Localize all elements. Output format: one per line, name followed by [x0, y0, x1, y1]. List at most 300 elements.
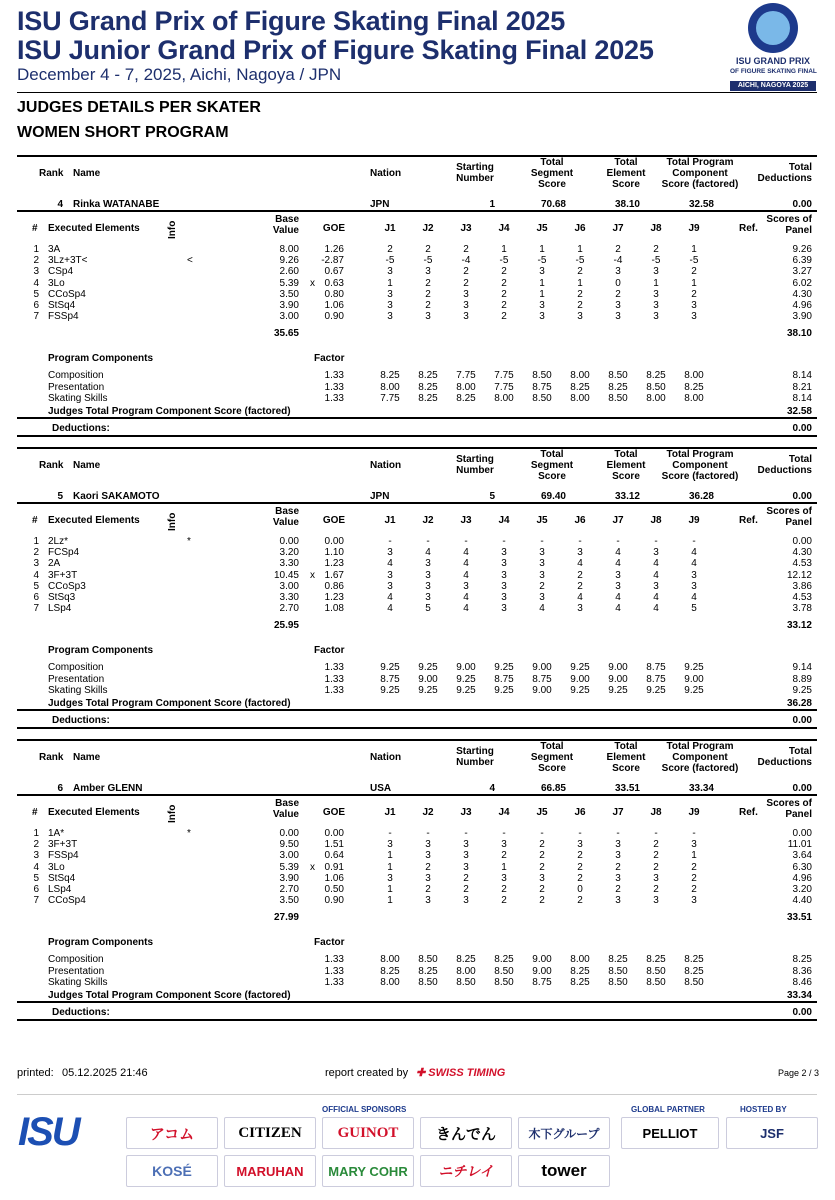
element-judge-score: 2	[463, 884, 469, 895]
element-judge-score: -5	[537, 255, 547, 267]
starting-label: Starting	[456, 746, 494, 757]
component-judge-score: 8.25	[570, 977, 590, 988]
element-code: 3Lz+3T<	[48, 255, 88, 267]
component-judge-score: 8.25	[418, 381, 438, 393]
component-name: Presentation	[48, 673, 105, 685]
element-judge-score: 3	[425, 558, 431, 570]
element-judge-score: 3	[463, 839, 469, 851]
element-judge-score: 3	[539, 558, 545, 570]
base-value-label-2: Value	[272, 517, 299, 528]
element-panel-score: 3.78	[792, 603, 812, 615]
component-judge-score: 8.25	[684, 381, 704, 393]
tss-label-1: Total	[540, 449, 564, 460]
element-judge-score: 3	[501, 558, 507, 570]
element-base-value: 3.30	[279, 558, 299, 570]
element-judge-score: -	[464, 536, 468, 547]
pcs-label-1: Total Program	[666, 449, 734, 460]
judge-label-j4: J4	[498, 223, 510, 234]
component-score: 8.25	[792, 954, 812, 965]
component-judge-score: 8.75	[532, 381, 552, 393]
judge-label-j9: J9	[688, 515, 700, 526]
scores-of-panel-label-1: Scores of	[766, 214, 812, 225]
element-base-value: 3.50	[279, 288, 299, 300]
element-judge-score: -5	[385, 255, 395, 267]
component-judge-score: 9.00	[532, 662, 552, 673]
segment-title: WOMEN SHORT PROGRAM	[17, 124, 229, 141]
base-value-total: 35.65	[273, 328, 299, 339]
component-judge-score: 7.75	[494, 370, 514, 381]
element-judge-score: 5	[425, 603, 431, 615]
pcs-label-2: Component	[672, 460, 728, 471]
component-judge-score: 9.25	[494, 662, 514, 673]
component-judge-score: 9.25	[418, 662, 438, 673]
element-panel-score: 12.12	[786, 569, 812, 581]
skater-pcs: 36.28	[688, 491, 714, 502]
judge-label-j3: J3	[460, 223, 472, 234]
element-judge-score: 2	[425, 861, 431, 873]
element-judge-score: 4	[615, 558, 621, 570]
element-judge-score: 1	[539, 277, 545, 289]
component-judge-score: 8.50	[608, 370, 628, 381]
element-judge-score: -5	[499, 255, 509, 267]
component-judge-score: 8.00	[684, 370, 704, 381]
element-judge-score: 1	[691, 850, 697, 862]
element-judge-score: 3	[653, 266, 659, 278]
element-judge-score: 4	[463, 569, 469, 581]
element-judge-score: 3	[387, 580, 393, 592]
element-judge-score: 2	[425, 300, 431, 311]
element-code: 3A	[48, 244, 61, 255]
element-code: 3F+3T	[48, 839, 78, 851]
component-judge-score: 8.25	[684, 954, 704, 965]
component-judge-score: 8.25	[646, 370, 666, 381]
element-judge-score: -4	[613, 255, 623, 267]
deductions-total: 0.00	[792, 715, 812, 726]
element-judge-score: 3	[501, 872, 507, 884]
component-judge-score: 9.00	[532, 685, 552, 696]
element-judge-score: 1	[691, 244, 697, 255]
judge-label-j1: J1	[384, 515, 396, 526]
starting-label: Starting	[456, 162, 494, 173]
element-judge-score: 3	[501, 592, 507, 603]
sponsor-nichirei: ニチレイ	[420, 1155, 512, 1187]
skater-start-number: 4	[489, 783, 495, 794]
component-name: Presentation	[48, 381, 105, 393]
element-panel-score: 11.01	[787, 839, 812, 851]
skater-nation: JPN	[370, 199, 390, 210]
element-goe: 1.23	[324, 558, 344, 570]
component-factor: 1.33	[324, 381, 344, 393]
element-judge-score: 4	[691, 558, 697, 570]
tss-label-1: Total	[540, 157, 564, 168]
element-judge-score: 3	[691, 580, 697, 592]
element-judge-score: 4	[577, 558, 583, 570]
element-judge-score: -5	[689, 255, 699, 267]
block-bottom-rule	[17, 1019, 817, 1021]
factor-label: Factor	[314, 645, 345, 656]
executed-elements-label: Executed Elements	[48, 807, 140, 818]
component-judge-score: 9.00	[532, 965, 552, 977]
event-dates: December 4 - 7, 2025, Aichi, Nagoya / JPN	[17, 65, 342, 84]
element-judge-score: 4	[387, 558, 393, 570]
element-number: 7	[33, 311, 39, 323]
element-judge-score: 1	[653, 277, 659, 289]
element-code: 1A*	[48, 828, 65, 839]
judge-label-j4: J4	[498, 515, 510, 526]
element-panel-score: 4.96	[792, 300, 812, 311]
element-judge-score: 4	[653, 592, 659, 603]
component-judge-score: 9.00	[608, 662, 628, 673]
component-name: Skating Skills	[48, 393, 108, 404]
panel-score-total: 38.10	[786, 328, 812, 339]
ded-label-2: Deductions	[757, 173, 812, 184]
element-judge-score: -	[540, 828, 544, 839]
element-goe: 1.23	[324, 592, 344, 603]
element-judge-score: 3	[387, 288, 393, 300]
element-number: 2	[33, 255, 39, 267]
element-judge-score: 3	[653, 300, 659, 311]
element-panel-score: 4.53	[792, 558, 812, 570]
element-judge-score: 2	[501, 850, 507, 862]
judge-label-j8: J8	[650, 515, 662, 526]
element-judge-score: 2	[615, 884, 621, 895]
element-judge-score: -	[578, 536, 582, 547]
element-judge-score: 2	[615, 861, 621, 873]
component-judge-score: 8.50	[532, 370, 552, 381]
base-value-label-2: Value	[272, 225, 299, 236]
element-judge-score: 1	[539, 288, 545, 300]
element-goe: 1.06	[324, 300, 344, 311]
element-judge-score: 2	[463, 277, 469, 289]
element-judge-score: 3	[615, 300, 621, 311]
element-panel-score: 6.02	[792, 277, 812, 289]
component-judge-score: 8.25	[380, 370, 400, 381]
element-judge-score: -	[616, 828, 620, 839]
element-judge-score: 3	[501, 580, 507, 592]
component-factor: 1.33	[324, 370, 344, 381]
element-judge-score: 3	[425, 592, 431, 603]
ded-label-2: Deductions	[757, 465, 812, 476]
element-panel-score: 3.86	[792, 580, 812, 592]
component-judge-score: 8.75	[532, 673, 552, 685]
base-value-label-1: Base	[275, 506, 299, 517]
sponsor-tower: tower	[518, 1155, 610, 1187]
element-judge-score: 4	[463, 558, 469, 570]
executed-elements-label: Executed Elements	[48, 515, 140, 526]
element-goe: 0.91	[324, 861, 344, 873]
element-goe: 0.67	[324, 266, 344, 278]
skater-row-rule	[17, 502, 817, 504]
element-judge-score: -	[692, 828, 696, 839]
rank-label: Rank	[39, 460, 64, 471]
component-factor: 1.33	[324, 977, 344, 988]
goe-label: GOE	[322, 515, 346, 526]
component-judge-score: 9.00	[456, 662, 476, 673]
logo-band: AICHI, NAGOYA 2025	[730, 81, 816, 91]
element-judge-score: 4	[463, 603, 469, 615]
sponsor-mary-cohr: MARY COHR	[322, 1155, 414, 1187]
sponsor-citizen: CITIZEN	[224, 1117, 316, 1149]
component-judge-score: 9.25	[684, 685, 704, 696]
program-components-label: Program Components	[48, 353, 154, 364]
element-base-value: 3.20	[279, 547, 299, 559]
element-number: 2	[33, 839, 39, 851]
element-judge-score: 4	[577, 592, 583, 603]
component-judge-score: 8.25	[418, 370, 438, 381]
component-name: Composition	[48, 662, 104, 673]
swiss-timing-text: SWISS TIMING	[428, 1067, 506, 1079]
element-number: 5	[33, 288, 39, 300]
component-judge-score: 8.25	[456, 393, 476, 404]
element-panel-score: 6.30	[792, 861, 812, 873]
element-base-value: 9.50	[279, 839, 299, 851]
skater-rank: 6	[57, 783, 63, 794]
report-created: report created by	[325, 1067, 409, 1079]
executed-elements-label: Executed Elements	[48, 223, 140, 234]
element-judge-score: 2	[425, 884, 431, 895]
component-judge-score: 8.00	[380, 977, 400, 988]
element-judge-score: 3	[501, 603, 507, 615]
element-judge-score: 2	[691, 861, 697, 873]
header-rule	[17, 92, 817, 93]
name-label: Name	[73, 460, 101, 471]
deductions-total: 0.00	[792, 1007, 812, 1018]
element-judge-score: 3	[425, 872, 431, 884]
component-judge-score: 7.75	[456, 370, 476, 381]
component-judge-score: 9.25	[494, 685, 514, 696]
element-judge-score: 2	[501, 266, 507, 278]
element-judge-score: 3	[463, 288, 469, 300]
element-judge-score: 3	[425, 839, 431, 851]
element-judge-score: 3	[691, 300, 697, 311]
skater-pcs: 33.34	[688, 783, 714, 794]
base-value-label-1: Base	[275, 798, 299, 809]
element-number: 3	[33, 266, 39, 278]
component-judge-score: 9.25	[456, 673, 476, 685]
deductions-label: Deductions:	[52, 715, 110, 726]
component-judge-score: 9.00	[570, 673, 590, 685]
component-judge-score: 8.25	[494, 954, 514, 965]
element-goe: 0.50	[324, 884, 344, 895]
element-goe: 1.08	[324, 603, 344, 615]
element-judge-score: 3	[539, 569, 545, 581]
ded-label-1: Total	[788, 454, 812, 465]
pcs-label-2: Component	[672, 752, 728, 763]
nation-label: Nation	[370, 752, 402, 763]
component-judge-score: 9.25	[608, 685, 628, 696]
element-number: 1	[33, 828, 39, 839]
element-info: *	[187, 536, 191, 547]
element-judge-score: 3	[387, 300, 393, 311]
element-judge-score: 2	[653, 884, 659, 895]
element-judge-score: 3	[387, 839, 393, 851]
scores-of-panel-label-2: Panel	[785, 517, 812, 528]
sponsor-jsf: JSF	[726, 1117, 818, 1149]
element-judge-score: -	[654, 828, 658, 839]
component-judge-score: 8.50	[532, 393, 552, 404]
printed-value: 05.12.2025 21:46	[62, 1067, 148, 1079]
element-judge-score: 3	[539, 872, 545, 884]
element-judge-score: 1	[387, 895, 393, 907]
skater-nation: USA	[370, 783, 392, 794]
element-judge-score: -5	[575, 255, 585, 267]
element-judge-score: 3	[539, 592, 545, 603]
component-judge-score: 9.25	[684, 662, 704, 673]
element-judge-score: 2	[615, 244, 621, 255]
component-factor: 1.33	[324, 673, 344, 685]
official-sponsors-label: OFFICIAL SPONSORS	[322, 1105, 407, 1114]
element-judge-score: 3	[387, 311, 393, 323]
sponsor-guinot: GUINOT	[322, 1117, 414, 1149]
tes-label-2: Element	[606, 752, 646, 763]
judge-label-j3: J3	[460, 807, 472, 818]
judge-label-j4: J4	[498, 807, 510, 818]
hash-label: #	[32, 807, 38, 818]
component-judge-score: 8.50	[608, 393, 628, 404]
element-judge-score: 2	[653, 861, 659, 873]
element-judge-score: 1	[539, 244, 545, 255]
element-goe: -2.87	[321, 255, 344, 267]
info-label: Info	[167, 804, 178, 823]
element-judge-score: 1	[387, 277, 393, 289]
element-judge-score: 3	[615, 872, 621, 884]
element-number: 7	[33, 603, 39, 615]
component-name: Composition	[48, 370, 104, 381]
component-score: 8.46	[792, 977, 812, 988]
element-judge-score: 1	[501, 244, 507, 255]
element-judge-score: 1	[577, 277, 583, 289]
element-base-value: 5.39	[279, 861, 299, 873]
element-number: 5	[33, 580, 39, 592]
sponsor-pelliot: PELLIOT	[621, 1117, 719, 1149]
skater-pcs: 32.58	[688, 199, 714, 210]
element-judge-score: 2	[501, 895, 507, 907]
element-judge-score: 4	[615, 592, 621, 603]
element-base-value: 10.45	[273, 569, 299, 581]
tss-label-3: Score	[538, 179, 566, 190]
element-panel-score: 3.20	[792, 884, 812, 895]
number-label: Number	[456, 465, 494, 476]
program-components-label: Program Components	[48, 645, 154, 656]
panel-score-total: 33.51	[786, 912, 812, 923]
element-judge-score: 4	[691, 592, 697, 603]
element-judge-score: 4	[615, 547, 621, 559]
name-label: Name	[73, 168, 101, 179]
element-panel-score: 4.53	[792, 592, 812, 603]
element-number: 7	[33, 895, 39, 907]
hash-label: #	[32, 515, 38, 526]
element-judge-score: 2	[577, 580, 583, 592]
program-components-label: Program Components	[48, 937, 154, 948]
element-judge-score: 3	[463, 861, 469, 873]
element-judge-score: -	[502, 828, 506, 839]
component-judge-score: 8.50	[418, 954, 438, 965]
skater-start-number: 5	[489, 491, 495, 502]
skater-emblem-icon	[748, 3, 798, 53]
component-judge-score: 9.25	[380, 662, 400, 673]
pcs-total: 33.34	[786, 990, 812, 1001]
element-panel-score: 0.00	[792, 536, 812, 547]
element-judge-score: -	[426, 536, 430, 547]
component-judge-score: 9.25	[570, 685, 590, 696]
block-bottom-rule	[17, 727, 817, 729]
scores-of-panel-label-2: Panel	[785, 809, 812, 820]
component-name: Composition	[48, 954, 104, 965]
skater-tss: 70.68	[540, 199, 566, 210]
component-judge-score: 8.50	[646, 965, 666, 977]
element-code: 2A	[48, 558, 61, 570]
judge-label-j5: J5	[536, 515, 548, 526]
element-base-value: 2.70	[279, 603, 299, 615]
base-value-total: 25.95	[273, 620, 299, 631]
component-judge-score: 7.75	[494, 381, 514, 393]
skater-deductions: 0.00	[792, 199, 812, 210]
component-judge-score: 8.25	[608, 954, 628, 965]
skater-tes: 33.51	[614, 783, 640, 794]
element-judge-score: -	[464, 828, 468, 839]
element-judge-score: 4	[615, 603, 621, 615]
element-code: 3F+3T	[48, 569, 78, 581]
component-score: 8.36	[792, 965, 812, 977]
element-panel-score: 6.39	[792, 255, 812, 267]
element-judge-score: 1	[387, 884, 393, 895]
element-code: FSSp4	[48, 850, 79, 862]
element-number: 3	[33, 558, 39, 570]
element-goe: 0.64	[324, 850, 344, 862]
ded-label-1: Total	[788, 746, 812, 757]
factor-label: Factor	[314, 937, 345, 948]
element-judge-score: 2	[653, 850, 659, 862]
grand-prix-logo	[730, 3, 816, 89]
element-judge-score: 2	[691, 872, 697, 884]
component-factor: 1.33	[324, 954, 344, 965]
factor-label: Factor	[314, 353, 345, 364]
pcs-label-3: Score (factored)	[661, 763, 739, 774]
skater-rank: 5	[57, 491, 63, 502]
element-judge-score: 2	[577, 895, 583, 907]
element-judge-score: -	[502, 536, 506, 547]
element-base-value: 8.00	[279, 244, 299, 255]
element-judge-score: -	[654, 536, 658, 547]
component-judge-score: 8.00	[570, 393, 590, 404]
element-judge-score: 3	[615, 569, 621, 581]
element-judge-score: 4	[387, 603, 393, 615]
skater-deductions: 0.00	[792, 491, 812, 502]
element-judge-score: 3	[463, 300, 469, 311]
element-judge-score: 4	[653, 603, 659, 615]
element-code: CCoSp4	[48, 288, 86, 300]
component-judge-score: 9.00	[418, 673, 438, 685]
tss-label-3: Score	[538, 471, 566, 482]
element-judge-score: -	[426, 828, 430, 839]
element-base-value: 3.90	[279, 872, 299, 884]
element-judge-score: 4	[653, 558, 659, 570]
element-code: CCoSp3	[48, 580, 86, 592]
sponsor-kose: KOSÉ	[126, 1155, 218, 1187]
event-title: ISU Grand Prix of Figure Skating Final 2025	[17, 6, 566, 36]
judges-total-label: Judges Total Program Component Score (factored)	[48, 990, 291, 1001]
element-judge-score: -	[692, 536, 696, 547]
element-judge-score: 3	[539, 266, 545, 278]
component-judge-score: 9.25	[380, 685, 400, 696]
report-header	[0, 0, 835, 92]
element-judge-score: 2	[425, 244, 431, 255]
component-score: 8.21	[792, 381, 812, 393]
footer-rule	[17, 1094, 817, 1095]
logo-line1: ISU GRAND PRIX	[735, 56, 810, 66]
component-judge-score: 8.75	[646, 662, 666, 673]
judge-label-j2: J2	[422, 807, 434, 818]
